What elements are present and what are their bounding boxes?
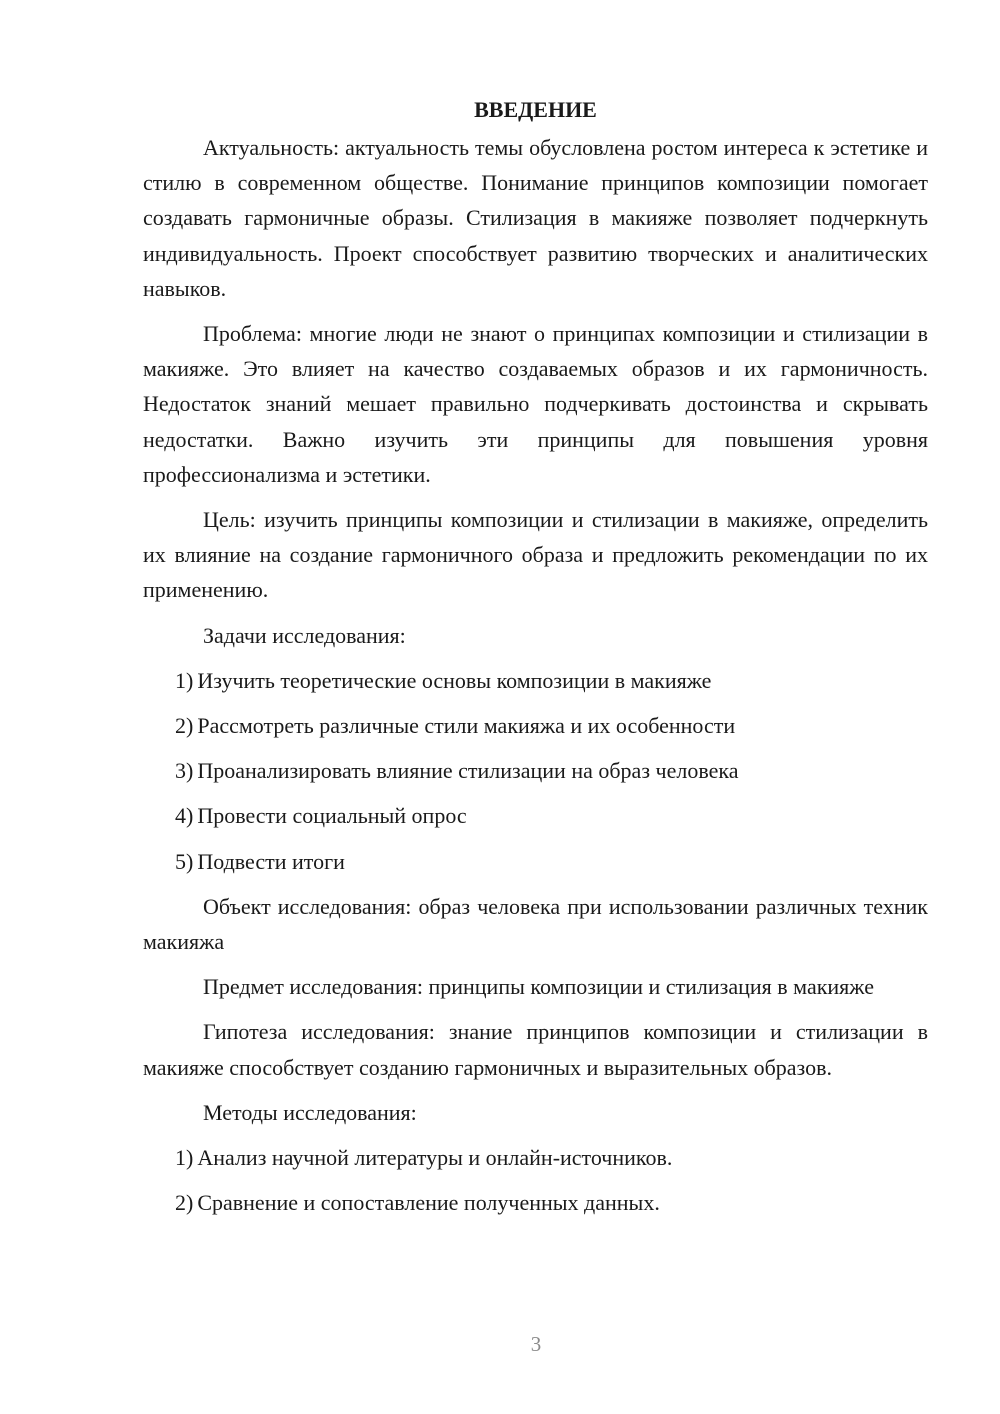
paragraph-relevance: Актуальность: актуальность темы обусловлена ростом интереса к эстетике и стилю в современном обществе. Понимание принципов композиции помогает создавать гармоничные образы. Стилизация в макияже позволяет подчеркнуть индивидуальность. Проект способствует развитию творческих и аналитических навыков. <box>143 135 928 301</box>
list-item <box>143 1185 928 1220</box>
list-item-number: 1) <box>175 667 194 693</box>
list-item-number: 3) <box>175 758 194 784</box>
methods-heading: Методы исследования: <box>203 1099 417 1125</box>
tasks-heading: Задачи исследования: <box>203 622 406 648</box>
list-item-number: 5) <box>175 848 194 874</box>
list-item-text: Рассмотреть различные стили макияжа и их особенности <box>197 713 736 739</box>
list-item-text: Проанализировать влияние стилизации на образ человека <box>197 758 739 784</box>
paragraph-goal: Цель: изучить принципы композиции и стилизации в макияже, определить их влияние на создание гармоничного образа и предложить рекомендации по их применению. <box>143 507 928 603</box>
list-item <box>143 663 928 698</box>
list-item <box>143 708 928 743</box>
list-item-number: 2) <box>175 1190 194 1216</box>
list-item <box>143 1140 928 1175</box>
list-item <box>143 798 928 833</box>
methods-list <box>143 1140 928 1220</box>
list-item <box>143 753 928 788</box>
list-item-number: 2) <box>175 713 194 739</box>
list-item-text: Анализ научной литературы и онлайн-источников. <box>197 1145 673 1171</box>
paragraph-subject: Предмет исследования: принципы композиции и стилизация в макияже <box>203 974 874 1000</box>
paragraph-object: Объект исследования: образ человека при использовании различных техник макияжа <box>143 893 928 955</box>
page-content <box>143 92 928 1230</box>
page-title: ВВЕДЕНИЕ <box>474 97 597 122</box>
list-item-text: Изучить теоретические основы композиции в макияже <box>197 667 712 693</box>
page-number: 3 <box>530 1332 542 1356</box>
tasks-list <box>143 663 928 879</box>
paragraph-hypothesis: Гипотеза исследования: знание принципов композиции и стилизации в макияже способствует созданию гармоничных и выразительных образов. <box>143 1019 928 1080</box>
list-item-number: 1) <box>175 1145 194 1171</box>
list-item-text: Сравнение и сопоставление полученных данных. <box>197 1190 660 1216</box>
list-item-text: Провести социальный опрос <box>197 803 467 829</box>
list-item-number: 4) <box>175 803 194 829</box>
list-item <box>143 844 928 879</box>
paragraph-problem: Проблема: многие люди не знают о принципах композиции и стилизации в макияже. Это влияет на качество создаваемых образов и их гармоничность. Недостаток знаний мешает правильно подчеркивать достоинства и скрывать недостатки. Важно изучить эти принципы для повышения уровня профессионализма и эстетики. <box>143 321 928 487</box>
list-item-text: Подвести итоги <box>197 848 345 874</box>
